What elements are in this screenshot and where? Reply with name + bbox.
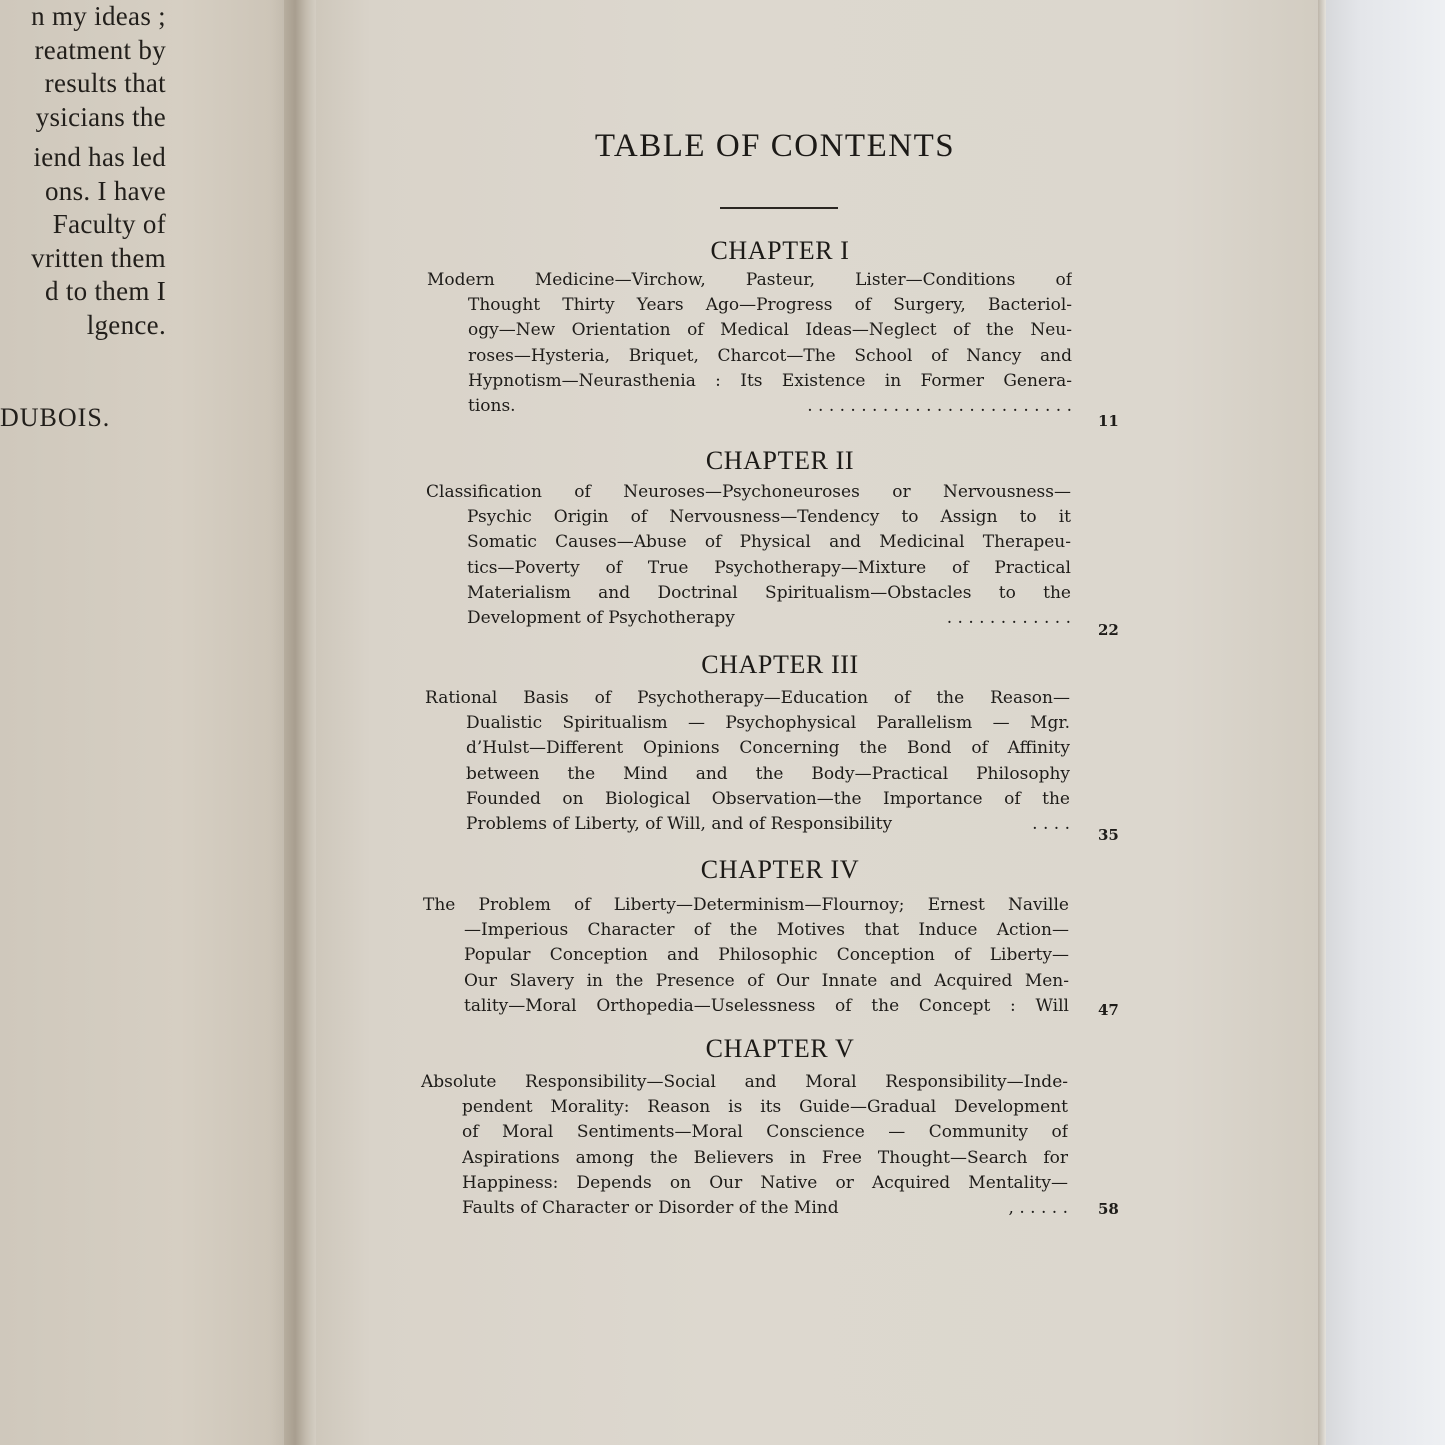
chapter-summary-line: d’Hulst—Different Opinions Concerning the Bond of Affinity bbox=[466, 738, 1070, 759]
chapter-summary-line: Popular Conception and Philosophic Conception of Liberty— bbox=[464, 945, 1069, 966]
chapter-summary-line bbox=[467, 606, 1071, 630]
chapter-summary-line: ogy—New Orientation of Medical Ideas—Neglect of the Neu- bbox=[468, 320, 1072, 341]
dot-leaders: , . . . . . bbox=[1008, 1198, 1068, 1218]
chapter-summary-line: The Problem of Liberty—Determinism—Flournoy; Ernest Naville bbox=[423, 895, 1069, 915]
summary-text: tions. bbox=[468, 396, 516, 416]
left-line: n my ideas ; bbox=[31, 1, 166, 31]
chapter-heading: CHAPTER V bbox=[705, 1034, 855, 1063]
chapter-summary-line: Our Slavery in the Presence of Our Innate and Acquired Men- bbox=[464, 970, 1069, 991]
chapter-summary-line: pendent Morality: Reason is its Guide—Gradual Development bbox=[462, 1097, 1068, 1118]
chapter-summary-line: Dualistic Spiritualism — Psychophysical Parallelism — Mgr. bbox=[466, 713, 1070, 734]
left-line: iend has led bbox=[33, 142, 166, 172]
background-surface bbox=[1305, 0, 1445, 1445]
left-line: results that bbox=[44, 68, 166, 98]
chapter-heading: CHAPTER I bbox=[710, 236, 850, 265]
chapter-summary-line: Classification of Neuroses—Psychoneuroses or Nervousness— bbox=[426, 482, 1071, 502]
page-number: 58 bbox=[1098, 1200, 1119, 1218]
chapter-summary-line: Absolute Responsibility—Social and Moral Responsibility—Inde- bbox=[421, 1072, 1068, 1092]
chapter-heading: CHAPTER II bbox=[705, 446, 855, 475]
page-number: 47 bbox=[1098, 1001, 1119, 1019]
chapter-summary-line: —Imperious Character of the Motives that Induce Action— bbox=[464, 920, 1069, 941]
chapter-summary-line: Founded on Biological Observation—the Importance of the bbox=[466, 788, 1070, 809]
page-edge bbox=[1318, 0, 1326, 1445]
page-number: 22 bbox=[1098, 621, 1119, 639]
page-number: 11 bbox=[1098, 412, 1119, 430]
chapter-summary-line: Rational Basis of Psychotherapy—Education of the Reason— bbox=[425, 688, 1070, 708]
chapter-summary-line: Happiness: Depends on Our Native or Acquired Mentality— bbox=[462, 1172, 1068, 1193]
chapter-summary-line: of Moral Sentiments—Moral Conscience — Community of bbox=[462, 1122, 1068, 1143]
book-gutter bbox=[284, 0, 316, 1445]
dot-leaders: . . . . . . . . . . . . bbox=[946, 608, 1071, 628]
chapter-summary-line: roses—Hysteria, Briquet, Charcot—The School of Nancy and bbox=[468, 345, 1072, 366]
left-line: ysicians the bbox=[35, 101, 166, 132]
toc-title: TABLE OF CONTENTS bbox=[594, 128, 956, 164]
chapter-heading: CHAPTER III bbox=[701, 650, 859, 679]
left-line: ons. I have bbox=[44, 175, 166, 206]
dot-leaders: . . . . . . . . . . . . . . . . . . . . . . . . . bbox=[807, 396, 1072, 416]
summary-text: Development of Psychotherapy bbox=[467, 608, 735, 628]
chapter-summary-line: Materialism and Doctrinal Spiritualism—Obstacles to the bbox=[467, 582, 1071, 603]
author-signature: DUBOIS. bbox=[0, 403, 111, 432]
chapter-summary-line bbox=[468, 394, 1072, 418]
chapter-summary-line: tics—Poverty of True Psychotherapy—Mixture of Practical bbox=[467, 557, 1071, 578]
chapter-summary-line: Modern Medicine—Virchow, Pasteur, Lister—Conditions of bbox=[427, 270, 1072, 290]
page-number: 35 bbox=[1098, 826, 1119, 844]
dot-leaders: . . . . bbox=[1032, 814, 1070, 834]
chapter-summary-line: between the Mind and the Body—Practical Philosophy bbox=[466, 763, 1070, 784]
chapter-summary-line bbox=[462, 1196, 1068, 1220]
chapter-summary-line: Somatic Causes—Abuse of Physical and Medicinal Therapeu- bbox=[467, 532, 1071, 553]
chapter-summary-line: Aspirations among the Believers in Free Thought—Search for bbox=[462, 1147, 1068, 1168]
left-line: Faculty of bbox=[52, 209, 166, 239]
chapter-heading: CHAPTER IV bbox=[700, 855, 860, 884]
left-line: reatment by bbox=[34, 34, 166, 65]
left-line: vritten them bbox=[31, 242, 166, 273]
left-line: d to them I bbox=[44, 276, 166, 306]
left-page bbox=[0, 0, 300, 1445]
summary-text: Problems of Liberty, of Will, and of Responsibility bbox=[466, 814, 893, 834]
summary-text: Faults of Character or Disorder of the Mind bbox=[462, 1198, 839, 1218]
chapter-summary-line: Psychic Origin of Nervousness—Tendency to Assign to it bbox=[467, 507, 1071, 528]
title-rule bbox=[720, 207, 838, 209]
chapter-summary-line: Thought Thirty Years Ago—Progress of Surgery, Bacteriol- bbox=[468, 295, 1072, 316]
chapter-summary-line bbox=[466, 812, 1070, 836]
chapter-summary-line: Hypnotism—Neurasthenia : Its Existence in Former Genera- bbox=[468, 370, 1072, 391]
chapter-summary-line: tality—Moral Orthopedia—Uselessness of the Concept : Will bbox=[464, 995, 1069, 1016]
left-page-text bbox=[0, 0, 166, 342]
left-line: lgence. bbox=[86, 309, 166, 340]
